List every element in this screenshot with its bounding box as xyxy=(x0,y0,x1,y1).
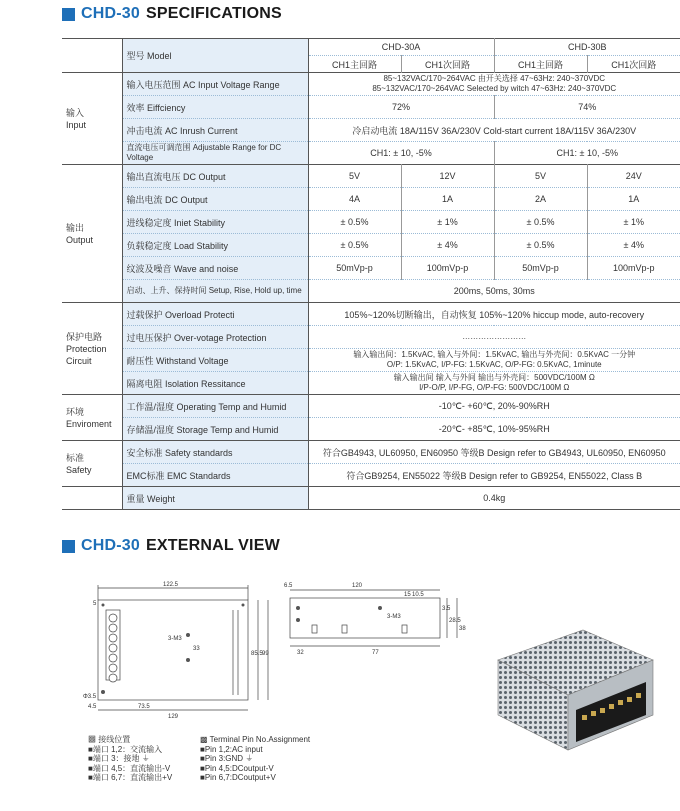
ch-sub-a: CH1次回路 xyxy=(401,56,494,73)
row-label: 安全标准 Safety standards xyxy=(122,441,308,464)
row-label: 输入电压范围 AC Input Voltage Range xyxy=(122,73,308,96)
terminal-legend-en xyxy=(200,735,310,783)
row-label: 负载稳定度 Load Stability xyxy=(122,234,308,257)
table-row xyxy=(62,96,680,119)
side-view-drawing xyxy=(282,580,467,655)
table-row xyxy=(62,303,680,326)
ch-main-a: CH1主回路 xyxy=(308,56,401,73)
ac-input-value: 85~132VAC/170~264VAC 由开关选择 47~63Hz: 240~370VDC 85~132VAC/170~264VAC Selected by witch 47~63Hz: 240~370VDC xyxy=(308,73,680,96)
legend-cn-title: ▩ 接线位置 xyxy=(88,735,131,744)
cell: 100mVp-p xyxy=(401,257,494,280)
view-model: CHD-30 xyxy=(81,537,140,554)
cell: 74% xyxy=(494,96,680,119)
dim-label: 33 xyxy=(193,646,200,652)
cell: 0.4kg xyxy=(308,487,680,510)
row-label: 重量 Weight xyxy=(122,487,308,510)
section-square-icon xyxy=(62,8,75,21)
row-label: EMC标准 EMC Standards xyxy=(122,464,308,487)
model-b: CHD-30B xyxy=(494,39,680,56)
table-row xyxy=(62,119,680,142)
table-row xyxy=(62,280,680,303)
cell: 50mVp-p xyxy=(308,257,401,280)
dim-label: 32 xyxy=(297,650,304,655)
table-row xyxy=(62,418,680,441)
dim-label: 38 xyxy=(459,626,466,632)
dim-label: 3-M3 xyxy=(168,636,182,642)
group-protection: 保护电路 Protection Circuit xyxy=(62,303,122,395)
terminal-legend-cn xyxy=(88,735,172,783)
cell: ± 0.5% xyxy=(494,234,587,257)
dim-label: 5 xyxy=(93,601,97,607)
cell: ± 0.5% xyxy=(308,211,401,234)
legend-en-title: ▩ Terminal Pin No.Assignment xyxy=(200,735,311,744)
cell: 符合GB9254, EN55022 等级B Design refer to GB9254, EN55022, Class B xyxy=(308,464,680,487)
dim-label: 6.5 xyxy=(284,583,293,589)
cell: 1A xyxy=(401,188,494,211)
cell: 5V xyxy=(494,165,587,188)
cell: 4A xyxy=(308,188,401,211)
cell: CH1: ± 10, -5% xyxy=(494,142,680,165)
group-environment: 环境 Enviroment xyxy=(62,395,122,441)
cell: 100mVp-p xyxy=(587,257,680,280)
view-title-text: EXTERNAL VIEW xyxy=(146,537,280,554)
cell: …………………… xyxy=(308,326,680,349)
row-label: 冲击电流 AC Inrush Current xyxy=(122,119,308,142)
cell: 24V xyxy=(587,165,680,188)
cell: 冷启动电流 18A/115V 36A/230V Cold-start current 18A/115V 36A/230V xyxy=(308,119,680,142)
table-row xyxy=(62,234,680,257)
table-row xyxy=(62,142,680,165)
table-row xyxy=(62,349,680,372)
dim-label: 4.5 xyxy=(88,704,97,710)
row-label: 过载保护 Overload Protecti xyxy=(122,303,308,326)
legend-line: ■Pin 6,7:DCoutput+V xyxy=(200,773,276,782)
table-row xyxy=(62,73,680,96)
row-label: 进线稳定度 Iniet Stability xyxy=(122,211,308,234)
cell: 符合GB4943, UL60950, EN60950 等级B Design refer to GB4943, UL60950, EN60950 xyxy=(308,441,680,464)
cell: ± 4% xyxy=(401,234,494,257)
cell: 200ms, 50ms, 30ms xyxy=(308,280,680,303)
model-label: 型号 Model xyxy=(122,39,308,73)
table-row xyxy=(62,372,680,395)
ch-main-b: CH1主回路 xyxy=(494,56,587,73)
cell: ± 1% xyxy=(401,211,494,234)
row-label: 效率 Eiffciency xyxy=(122,96,308,119)
dim-label: 122.5 xyxy=(163,582,179,588)
table-row xyxy=(62,441,680,464)
spec-model: CHD-30 xyxy=(81,5,140,22)
cell: -10℃- +60℃, 20%-90%RH xyxy=(308,395,680,418)
dim-label: 28.5 xyxy=(449,618,461,624)
legend-line: ■Pin 1,2:AC input xyxy=(200,744,263,754)
legend-line: ■端口 4,5：直流输出-V xyxy=(88,763,171,773)
group-output: 输出 Output xyxy=(62,165,122,303)
cell: 12V xyxy=(401,165,494,188)
cell: ± 4% xyxy=(587,234,680,257)
table-row xyxy=(62,395,680,418)
cell: CH1: ± 10, -5% xyxy=(308,142,494,165)
row-label: 过电压保护 Over-votage Protection xyxy=(122,326,308,349)
dim-label: 85.5 xyxy=(251,651,263,657)
cell: ± 0.5% xyxy=(494,211,587,234)
model-a: CHD-30A xyxy=(308,39,494,56)
legend-line: ■Pin 4,5:DCoutput-V xyxy=(200,763,274,773)
row-label: 纹波及噪音 Wave and noise xyxy=(122,257,308,280)
cell: 72% xyxy=(308,96,494,119)
table-row xyxy=(62,165,680,188)
dim-label: 77 xyxy=(372,650,379,655)
dim-label: 99 xyxy=(262,651,269,657)
cell: 2A xyxy=(494,188,587,211)
spec-table xyxy=(62,38,680,510)
dim-label: Φ3.5 xyxy=(83,694,97,700)
dim-label: 120 xyxy=(352,583,363,589)
dim-label: 129 xyxy=(168,714,179,720)
row-label: 工作温/湿度 Operating Temp and Humid xyxy=(122,395,308,418)
legend-line: ■端口 1,2：交流输入 xyxy=(88,744,163,754)
table-row xyxy=(62,464,680,487)
cell: 50mVp-p xyxy=(494,257,587,280)
cell: 5V xyxy=(308,165,401,188)
cell: 1A xyxy=(587,188,680,211)
dim-label: 73.5 xyxy=(138,704,150,710)
cell: ± 1% xyxy=(587,211,680,234)
row-label: 直流电压可调范围 Adjustable Range for DC Voltage xyxy=(122,142,308,165)
row-label: 存储温/湿度 Storage Temp and Humid xyxy=(122,418,308,441)
table-row xyxy=(62,326,680,349)
table-row xyxy=(62,257,680,280)
dim-label: 15 xyxy=(404,592,411,598)
spec-title-text: SPECIFICATIONS xyxy=(146,5,282,22)
row-label: 输出直流电压 DC Output xyxy=(122,165,308,188)
legend-line: ■Pin 3:GND ⏚ xyxy=(200,754,254,763)
row-label: 隔离电阻 Isolation Ressitance xyxy=(122,372,308,395)
section-square-icon xyxy=(62,540,75,553)
dim-label: 3-M3 xyxy=(387,614,401,620)
cell: -20℃- +85℃, 10%-95%RH xyxy=(308,418,680,441)
top-view-drawing xyxy=(78,580,278,720)
row-label: 启动、上升、保持时间 Setup, Rise, Hold up, time xyxy=(122,280,308,303)
dim-label: 3.5 xyxy=(442,606,451,612)
cell: 输入输出间 输入与外间 输出与外壳间：500VDC/100M Ω I/P-O/P, I/P-FG, O/P-FG: 500VDC/100M Ω xyxy=(308,372,680,395)
external-view-title xyxy=(62,537,280,555)
legend-line: ■端口 6,7：直流输出+V xyxy=(88,773,173,782)
specifications-title xyxy=(62,5,282,23)
table-row xyxy=(62,188,680,211)
table-row xyxy=(62,487,680,510)
dim-label: 10.5 xyxy=(412,592,424,598)
row-label: 耐压性 Withstand Voltage xyxy=(122,349,308,372)
row-label: 输出电流 DC Output xyxy=(122,188,308,211)
ch-sub-b: CH1次回路 xyxy=(587,56,680,73)
table-row xyxy=(62,211,680,234)
product-photo xyxy=(488,620,658,760)
legend-line: ■端口 3：接地 ⏚ xyxy=(88,754,150,763)
cell: 105%~120%切断输出，自动恢复 105%~120% hiccup mode, auto-recovery xyxy=(308,303,680,326)
cell: 输入输出间：1.5KvAC, 输入与外间：1.5KvAC, 输出与外壳间：0.5KvAC 一分钟 O/P: 1.5KvAC, I/P-FG: 1.5KvAC, O/P-FG: 0.5KvAC, 1minute xyxy=(308,349,680,372)
group-input: 输入 Input xyxy=(62,73,122,165)
table-row xyxy=(62,39,680,56)
cell: ± 0.5% xyxy=(308,234,401,257)
group-safety: 标准 Safety xyxy=(62,441,122,487)
